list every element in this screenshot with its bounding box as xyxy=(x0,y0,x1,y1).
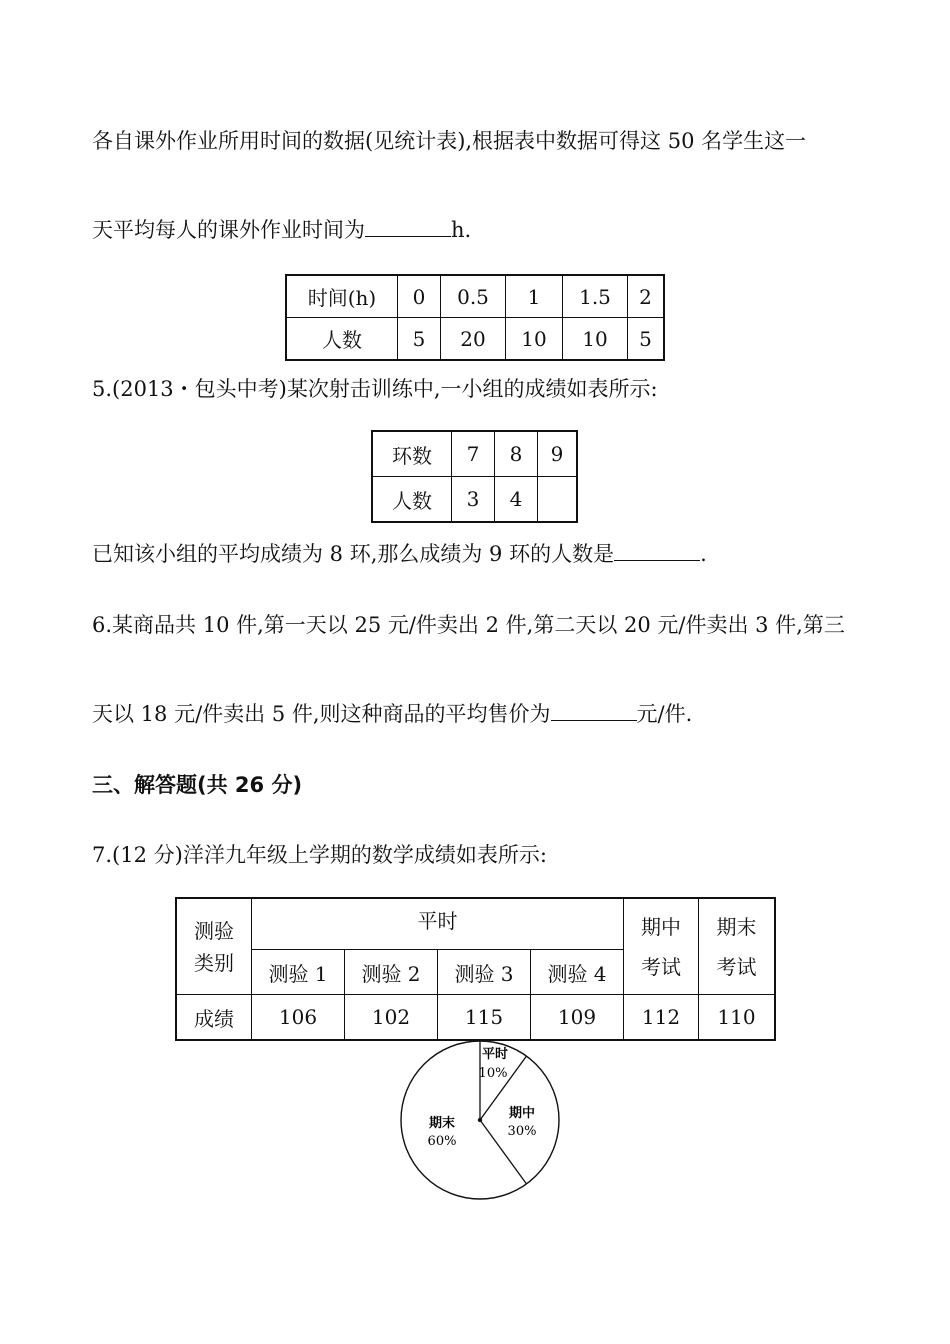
table-cell: 0.5 xyxy=(441,275,506,318)
answer-blank xyxy=(614,540,700,561)
table-cell: 1 xyxy=(506,275,563,318)
table-cell: 4 xyxy=(495,477,538,523)
score-cell: 109 xyxy=(531,995,624,1041)
answer-blank xyxy=(551,700,637,721)
table-cell: 3 xyxy=(452,477,495,523)
score-cell: 110 xyxy=(699,995,776,1041)
answer-blank xyxy=(365,216,451,237)
table-cell: 10 xyxy=(506,318,563,361)
test-header: 测验 3 xyxy=(438,950,531,995)
table-cell: 20 xyxy=(441,318,506,361)
slice-label-final: 期末 xyxy=(428,1116,456,1131)
slice-value-final: 60% xyxy=(427,1134,457,1149)
table-cell: 10 xyxy=(563,318,628,361)
question-6-line-1: 6.某商品共 10 件,第一天以 25 元/件卖出 2 件,第二天以 20 元/件卖出 3 件,第三 xyxy=(92,613,845,637)
time-table xyxy=(285,274,665,361)
table-cell: 9 xyxy=(538,431,578,477)
table-cell: 环数 xyxy=(372,431,452,477)
paragraph-line-2: 天平均每人的课外作业时间为 h. xyxy=(92,218,472,242)
test-header: 测验 2 xyxy=(345,950,438,995)
table-cell: 7 xyxy=(452,431,495,477)
table-cell: 0 xyxy=(398,275,441,318)
scores-table xyxy=(175,897,776,1041)
score-cell: 102 xyxy=(345,995,438,1041)
regular-header: 平时 xyxy=(252,898,624,950)
table-cell: 8 xyxy=(495,431,538,477)
test-header: 测验 1 xyxy=(252,950,345,995)
score-label: 成绩 xyxy=(176,995,252,1041)
slice-label-regular: 平时 xyxy=(481,1047,509,1062)
question-7: 7.(12 分)洋洋九年级上学期的数学成绩如表所示: xyxy=(92,843,547,867)
score-cell: 115 xyxy=(438,995,531,1041)
section-heading: 三、解答题(共 26 分) xyxy=(92,773,303,797)
question-6-line-2: 天以 18 元/件卖出 5 件,则这种商品的平均售价为 元/件. xyxy=(92,702,693,726)
table-cell: 时间(h) xyxy=(286,275,398,318)
paragraph-line-1: 各自课外作业所用时间的数据(见统计表),根据表中数据可得这 50 名学生这一 xyxy=(92,129,807,153)
question-5-continued: 已知该小组的平均成绩为 8 环,那么成绩为 9 环的人数是 . xyxy=(92,542,707,566)
score-cell: 106 xyxy=(252,995,345,1041)
pie-center xyxy=(478,1118,482,1122)
category-header: 测验 类别 xyxy=(176,898,252,995)
slice-label-midterm: 期中 xyxy=(508,1106,536,1121)
final-header: 期末 考试 xyxy=(699,898,776,995)
pie-chart xyxy=(395,1035,565,1205)
slice-value-regular: 10% xyxy=(478,1066,508,1081)
score-cell: 112 xyxy=(624,995,699,1041)
table-cell: 5 xyxy=(398,318,441,361)
slice-value-midterm: 30% xyxy=(507,1124,537,1139)
table-cell: 2 xyxy=(628,275,665,318)
table-cell: 5 xyxy=(628,318,665,361)
rings-table xyxy=(371,430,578,523)
midterm-header: 期中 考试 xyxy=(624,898,699,995)
question-5: 5.(2013・包头中考)某次射击训练中,一小组的成绩如表所示: xyxy=(92,377,658,401)
test-header: 测验 4 xyxy=(531,950,624,995)
table-cell: 人数 xyxy=(286,318,398,361)
table-cell xyxy=(538,477,578,523)
table-cell: 1.5 xyxy=(563,275,628,318)
table-cell: 人数 xyxy=(372,477,452,523)
